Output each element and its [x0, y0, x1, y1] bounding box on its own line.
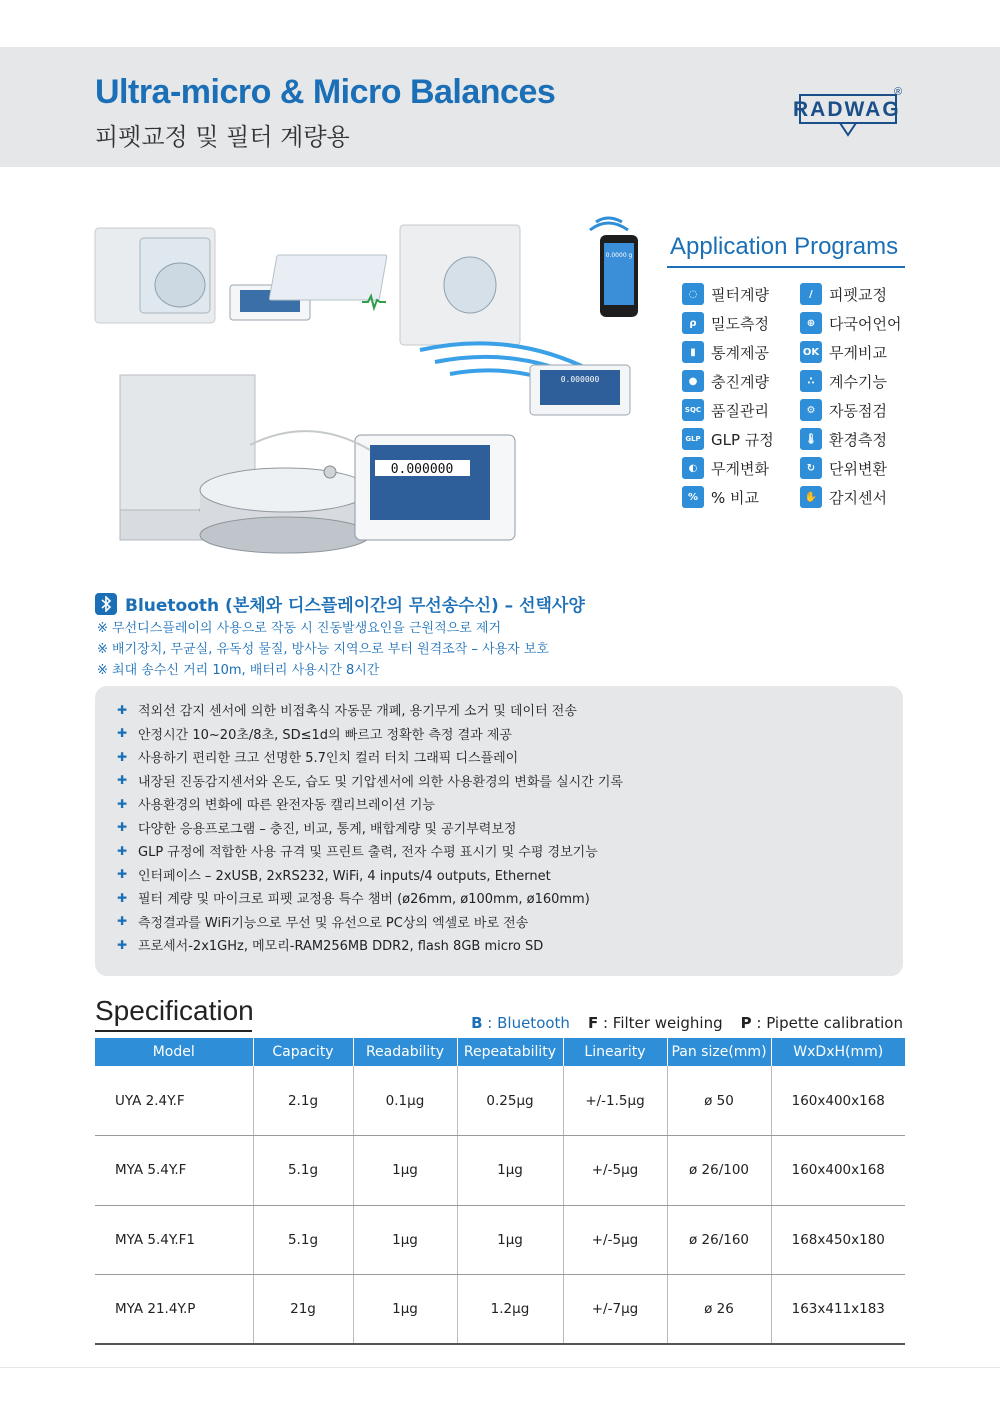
page-subtitle: 피펫교정 및 필터 계량용: [95, 123, 350, 151]
feature-text: 다양한 응용프로그램 – 충진, 비교, 통계, 배합계량 및 공기부력보정: [138, 821, 517, 837]
spec-cell: 5.1g: [253, 1205, 353, 1275]
thermometer-icon: 🌡: [800, 428, 822, 450]
density-icon: ρ: [682, 312, 704, 334]
spec-cell: 1.2μg: [457, 1275, 563, 1345]
spec-cell: 1μg: [353, 1136, 457, 1206]
spec-cell: UYA 2.4Y.F: [95, 1066, 253, 1136]
app-program-item: [682, 283, 800, 305]
feature-item: [117, 816, 903, 840]
spec-cell: +/-7μg: [563, 1275, 667, 1345]
app-program-item: [800, 341, 912, 363]
balance-photo-large: [120, 375, 515, 553]
application-programs-list: [682, 283, 912, 508]
app-program-item: [800, 283, 912, 305]
spec-table: [95, 1038, 905, 1345]
app-program-label: 무게변화: [711, 459, 769, 478]
spec-cell: 0.25μg: [457, 1066, 563, 1136]
spec-table-row: [95, 1275, 905, 1345]
wireless-display-reading: 0.000000: [560, 375, 600, 384]
legend-text: : Bluetooth: [487, 1014, 570, 1032]
feature-item: [117, 722, 903, 746]
app-program-item: [682, 428, 800, 450]
radwag-logo: [788, 81, 908, 141]
main-display-reading: 0.000000: [390, 462, 454, 477]
spec-cell: 1μg: [353, 1205, 457, 1275]
checkweigh-icon: OK: [800, 341, 822, 363]
app-program-label: 필터계량: [711, 285, 769, 304]
feature-item: [117, 886, 903, 910]
app-program-label: 자동점검: [829, 401, 887, 420]
counting-icon: ∴: [800, 370, 822, 392]
spec-column-header: Readability: [353, 1038, 457, 1066]
balance-photo-wifi: [400, 218, 638, 415]
application-programs-divider: [667, 266, 905, 268]
app-program-label: GLP 규정: [711, 430, 774, 449]
app-program-label: 무게비교: [829, 343, 887, 362]
legend-key: F: [587, 1014, 599, 1032]
legend-item: [471, 1014, 570, 1032]
bluetooth-notes: [97, 618, 549, 681]
spec-cell: 168x450x180: [771, 1205, 905, 1275]
logo-text: RADWAG: [793, 98, 901, 121]
plus-icon: ✚: [117, 749, 128, 764]
spec-cell: ø 26: [667, 1275, 771, 1345]
spec-cell: +/-5μg: [563, 1205, 667, 1275]
app-program-label: 환경측정: [829, 430, 887, 449]
app-program-item: [682, 312, 800, 334]
plus-icon: ✚: [117, 914, 128, 929]
spec-cell: MYA 5.4Y.F: [95, 1136, 253, 1206]
feature-text: 안정시간 10~20초/8초, SD≤1d의 빠르고 정확한 측정 결과 제공: [138, 727, 512, 743]
feature-item: [117, 863, 903, 887]
plus-icon: ✚: [117, 937, 128, 952]
spec-cell: ø 50: [667, 1066, 771, 1136]
feature-text: 측정결과를 WiFi기능으로 무선 및 유선으로 PC상의 엑셀로 바로 전송: [138, 915, 529, 931]
feature-text: 사용환경의 변화에 따른 완전자동 캘리브레이션 기능: [138, 798, 435, 814]
feature-item: [117, 745, 903, 769]
spec-cell: MYA 5.4Y.F1: [95, 1205, 253, 1275]
feature-text: 사용하기 편리한 크고 선명한 5.7인치 컬러 터치 그래픽 디스플레이: [138, 751, 519, 767]
spec-cell: 21g: [253, 1275, 353, 1345]
app-program-item: [682, 341, 800, 363]
feature-text: 필터 계량 및 마이크로 피펫 교정용 특수 챔버 (ø26mm, ø100mm, ø160mm): [138, 892, 590, 908]
feature-item: [117, 933, 903, 957]
legend-key: P: [740, 1014, 752, 1032]
spec-cell: +/-5μg: [563, 1136, 667, 1206]
spec-cell: 2.1g: [253, 1066, 353, 1136]
app-program-label: 단위변환: [829, 459, 887, 478]
percent-icon: %: [682, 486, 704, 508]
spec-table-row: [95, 1205, 905, 1275]
spec-cell: 1μg: [457, 1205, 563, 1275]
spec-cell: ø 26/160: [667, 1205, 771, 1275]
features-panel: [95, 686, 903, 976]
phone-reading: 0.0000 g: [605, 252, 633, 259]
unit-conversion-icon: ↻: [800, 457, 822, 479]
legend-text: : Pipette calibration: [756, 1014, 903, 1032]
app-program-item: [682, 486, 800, 508]
app-program-item: [800, 457, 912, 479]
spec-table-row: [95, 1066, 905, 1136]
plus-icon: ✚: [117, 773, 128, 788]
spec-table-row: [95, 1136, 905, 1206]
app-program-item: [800, 399, 912, 421]
feature-item: [117, 910, 903, 934]
footer-divider: [0, 1367, 1000, 1368]
spec-column-header: WxDxH(mm): [771, 1038, 905, 1066]
glp-icon: GLP: [682, 428, 704, 450]
bluetooth-heading: [95, 591, 585, 616]
app-program-label: 감지센서: [829, 488, 887, 507]
spec-cell: 0.1μg: [353, 1066, 457, 1136]
feature-item: [117, 698, 903, 722]
application-programs-title: Application Programs: [670, 233, 899, 260]
feature-item: [117, 792, 903, 816]
spec-column-header: Pan size(mm): [667, 1038, 771, 1066]
legend-item: [588, 1014, 723, 1032]
statistics-icon: ▮: [682, 341, 704, 363]
feature-text: 인터페이스 – 2xUSB, 2xRS232, WiFi, 4 inputs/4 outputs, Ethernet: [138, 868, 551, 884]
product-photos: [90, 210, 650, 575]
spec-cell: 160x400x168: [771, 1066, 905, 1136]
balance-photo-small: [95, 228, 387, 323]
spec-table-body: [95, 1066, 905, 1344]
app-program-label: 피펫교정: [829, 285, 887, 304]
app-program-item: [800, 370, 912, 392]
plus-icon: ✚: [117, 726, 128, 741]
plus-icon: ✚: [117, 843, 128, 858]
feature-text: 내장된 진동감지센서와 온도, 습도 및 기압센서에 의한 사용환경의 변화를 실시간 기록: [138, 774, 623, 790]
pipette-icon: /: [800, 283, 822, 305]
spec-cell: +/-1.5μg: [563, 1066, 667, 1136]
spec-column-header: Capacity: [253, 1038, 353, 1066]
app-program-item: [800, 312, 912, 334]
app-program-label: 계수기능: [829, 372, 887, 391]
drop-icon: ●: [682, 370, 704, 392]
spec-cell: ø 26/100: [667, 1136, 771, 1206]
plus-icon: ✚: [117, 702, 128, 717]
bluetooth-title: Bluetooth (본체와 디스플레이간의 무선송수신) – 선택사양: [125, 596, 585, 616]
spec-cell: 163x411x183: [771, 1275, 905, 1345]
app-program-label: 품질관리: [711, 401, 769, 420]
bluetooth-note: ※ 무선디스플레이의 사용으로 작동 시 진동발생요인을 근원적으로 제거: [97, 621, 502, 636]
bluetooth-icon: [95, 593, 117, 615]
weight-change-icon: ◐: [682, 457, 704, 479]
spec-cell: 160x400x168: [771, 1136, 905, 1206]
app-program-label: 다국어언어: [829, 314, 902, 333]
sqc-icon: SQC: [682, 399, 704, 421]
app-program-item: [682, 399, 800, 421]
spec-table-header: [95, 1038, 905, 1066]
feature-text: 적외선 감지 센서에 의한 비접촉식 자동문 개폐, 용기무게 소거 및 데이터 전송: [138, 704, 577, 720]
app-program-item: [800, 428, 912, 450]
app-program-item: [682, 370, 800, 392]
app-program-label: % 비교: [711, 488, 760, 507]
spec-cell: 1μg: [353, 1275, 457, 1345]
spec-column-header: Linearity: [563, 1038, 667, 1066]
spec-title: Specification: [95, 995, 254, 1026]
page-title: Ultra-micro & Micro Balances: [95, 73, 556, 111]
spec-legend: [471, 1014, 903, 1032]
spec-cell: 1μg: [457, 1136, 563, 1206]
plus-icon: ✚: [117, 867, 128, 882]
feature-item: [117, 839, 903, 863]
spec-title-underline: [95, 1030, 252, 1032]
spec-cell: 5.1g: [253, 1136, 353, 1206]
spec-column-header: Model: [95, 1038, 253, 1066]
legend-key: B: [471, 1014, 483, 1032]
plus-icon: ✚: [117, 820, 128, 835]
header-banner: [0, 47, 1000, 167]
autotest-icon: ⚙: [800, 399, 822, 421]
hand-sensor-icon: ✋: [800, 486, 822, 508]
legend-text: : Filter weighing: [602, 1014, 723, 1032]
filter-icon: ◌: [682, 283, 704, 305]
app-program-label: 충진계량: [711, 372, 769, 391]
spec-cell: MYA 21.4Y.P: [95, 1275, 253, 1345]
globe-icon: ⊕: [800, 312, 822, 334]
bluetooth-note: ※ 배기장치, 무균실, 유독성 물질, 방사능 지역으로 부터 원격조작 – 사용자 보호: [97, 642, 549, 657]
app-program-label: 통계제공: [711, 343, 769, 362]
logo-registered-mark: ®: [894, 86, 903, 98]
app-program-item: [800, 486, 912, 508]
spec-column-header: Repeatability: [457, 1038, 563, 1066]
legend-item: [741, 1014, 903, 1032]
feature-item: [117, 769, 903, 793]
feature-text: GLP 규정에 적합한 사용 규격 및 프린트 출력, 전자 수평 표시기 및 수평 경보기능: [138, 845, 598, 861]
plus-icon: ✚: [117, 890, 128, 905]
app-program-item: [682, 457, 800, 479]
plus-icon: ✚: [117, 796, 128, 811]
bluetooth-note: ※ 최대 송수신 거리 10m, 배터리 사용시간 8시간: [97, 663, 380, 678]
app-program-label: 밀도측정: [711, 314, 769, 333]
feature-text: 프로세서-2x1GHz, 메모리-RAM256MB DDR2, flash 8GB micro SD: [138, 939, 544, 955]
